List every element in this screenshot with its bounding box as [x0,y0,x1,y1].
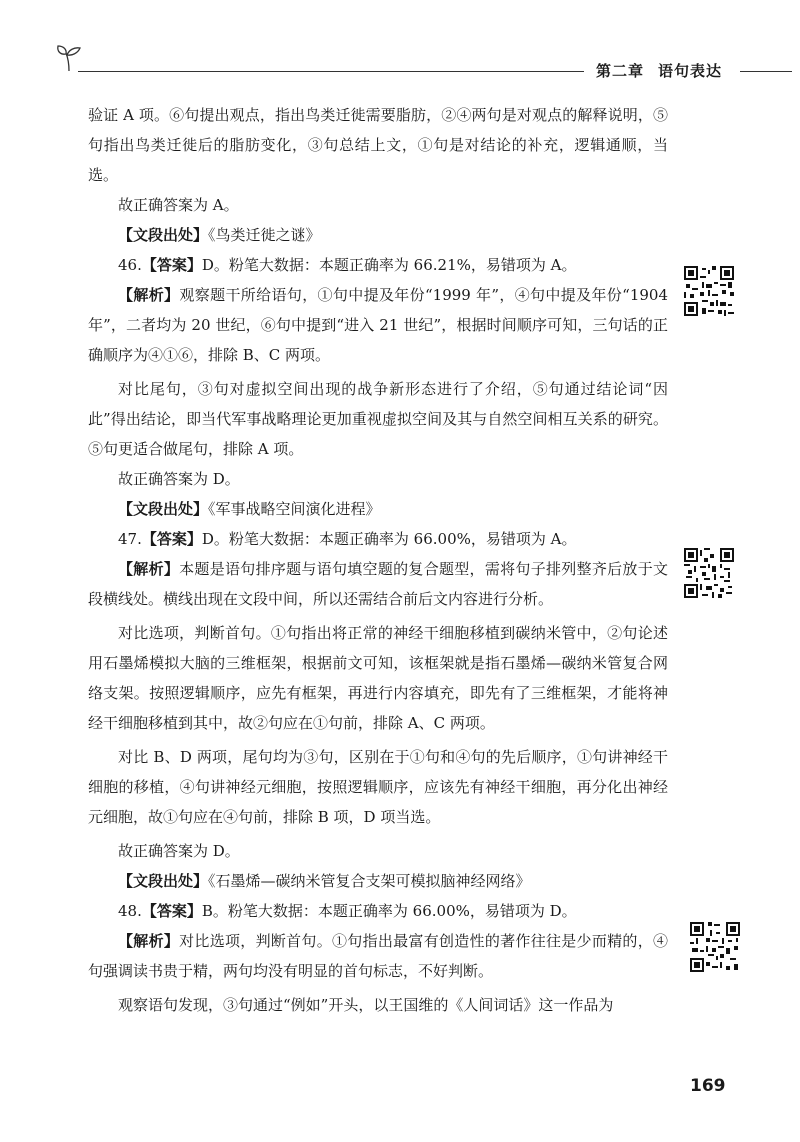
answer-line-48: 48.【答案】B。粉笔大数据：本题正确率为 66.00%，易错项为 D。 [118,902,577,920]
paragraph: 故正确答案为 D。 [118,470,240,488]
source-label: 【文段出处】 [118,500,209,518]
answer-label: 【答案】 [141,530,202,548]
question-number: 48. [118,902,142,920]
chapter-title: 语句表达 [658,62,723,80]
analysis-paragraph: 【解析】观察题干所给语句，①句中提及年份“1999 年”，④句中提及年份“1904 年”，二者均为 20 世纪，⑥句中提到“进入 21 世纪”，根据时间顺序可知，三句话的正确顺序为④①⑥，排除 B、C 两项。 [88,286,668,364]
paragraph: 故正确答案为 A。 [118,196,239,214]
answer-label: 【答案】 [141,256,202,274]
paragraph: 对比选项，判断首句。①句指出将正常的神经干细胞移植到碳纳米管中，②句论述用石墨烯模拟大脑的三维框架，根据前文可知，该框架就是指石墨烯—碳纳米管复合网络支架。按照逻辑顺序，应先有框架，再进行内容填充，即先有了三维框架，才能将神经干细胞移植到其中，故②句应在①句前，排除 A、C 两项。 [88,624,668,732]
source-line: 【文段出处】《军事战略空间演化进程》 [118,500,381,518]
qr-code-icon[interactable] [684,266,734,316]
source-line: 【文段出处】《石墨烯—碳纳米管复合支架可模拟脑神经网络》 [118,872,531,890]
analysis-paragraph: 【解析】本题是语句排序题与语句填空题的复合题型，需将句子排列整齐后放于文段横线处。横线出现在文段中间，所以还需结合前后文内容进行分析。 [88,560,668,608]
qr-code-icon[interactable] [690,922,740,972]
paragraph: 对比 B、D 两项，尾句均为③句，区别在于①句和④句的先后顺序，①句讲神经干细胞的移植，④句讲神经元细胞，按照逻辑顺序，应该先有神经干细胞，再分化出神经元细胞，故①句应在④句前，排除 B 项，D 项当选。 [88,748,668,826]
analysis-paragraph: 【解析】对比选项，判断首句。①句指出最富有创造性的著作往往是少而精的，④句强调读书贵于精，两句均没有明显的首句标志，不好判断。 [88,932,668,980]
sprout-icon [56,44,82,72]
analysis-label: 【解析】 [118,286,180,304]
answer-label: 【答案】 [141,902,202,920]
body-text [88,100,668,1020]
page-number: 169 [690,1076,726,1096]
analysis-label: 【解析】 [118,932,180,950]
source-label: 【文段出处】 [118,872,209,890]
paragraph: 对比尾句，③句对虚拟空间出现的战争新形态进行了介绍，⑤句通过结论词“因此”得出结论，即当代军事战略理论更加重视虚拟空间及其与自然空间相互关系的研究。⑤句更适合做尾句，排除 A 项。 [88,380,668,458]
header-rule-left [78,71,584,72]
question-number: 46. [118,256,142,274]
page-header [0,0,800,90]
question-number: 47. [118,530,142,548]
source-line: 【文段出处】《鸟类迁徙之谜》 [118,226,321,244]
source-label: 【文段出处】 [118,226,209,244]
paragraph: 验证 A 项。⑥句提出观点，指出鸟类迁徙需要脂肪，②④两句是对观点的解释说明，⑤句指出鸟类迁徙后的脂肪变化，③句总结上文，①句是对结论的补充，逻辑通顺，当选。 [88,106,668,184]
analysis-label: 【解析】 [118,560,180,578]
header-rule-right [740,71,792,72]
qr-code-icon[interactable] [684,548,734,598]
paragraph: 观察语句发现，③句通过“例如”开头，以王国维的《人间词话》这一作品为 [118,996,614,1014]
chapter-number: 第二章 [596,62,645,80]
answer-line-46: 46.【答案】D。粉笔大数据：本题正确率为 66.21%，易错项为 A。 [118,256,577,274]
answer-line-47: 47.【答案】D。粉笔大数据：本题正确率为 66.00%，易错项为 A。 [118,530,577,548]
chapter-heading [596,60,722,81]
paragraph: 故正确答案为 D。 [118,842,240,860]
